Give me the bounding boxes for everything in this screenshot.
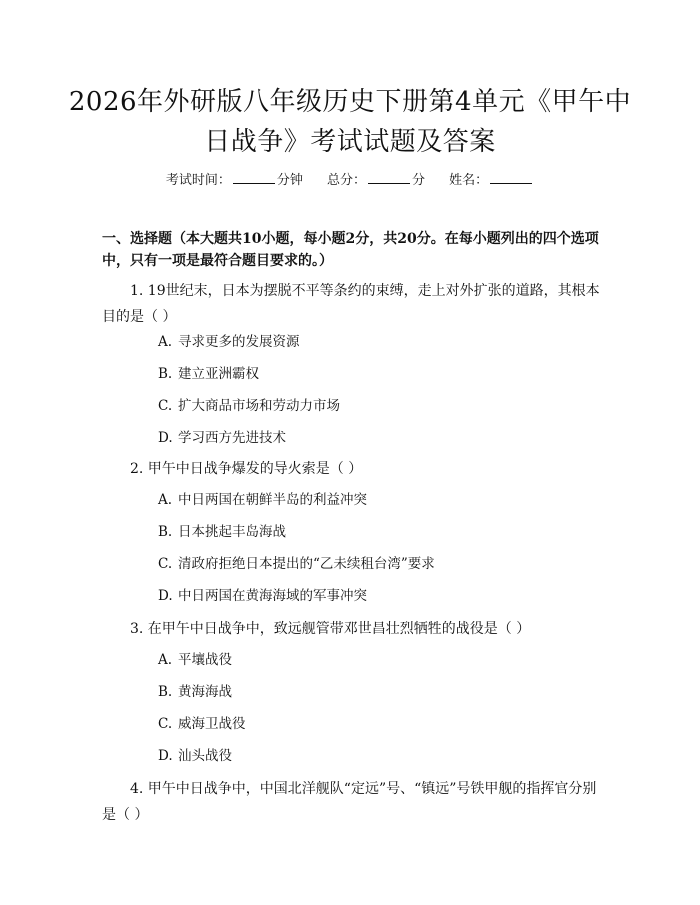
exam-time-unit: 分钟	[276, 173, 303, 188]
section-heading: 一、选择题（本大题共10小题，每小题2分，共20分。在每小题列出的四个选项中，只有一项是最符合题目要求的。）	[102, 231, 599, 269]
option-letter: A.	[158, 652, 173, 668]
question-3-option-b	[158, 682, 598, 702]
question-3	[102, 616, 600, 642]
question-3-option-a	[158, 650, 598, 670]
question-3-option-c	[158, 714, 598, 734]
question-1-option-d	[158, 428, 598, 448]
option-text: 威海卫战役	[178, 716, 246, 732]
student-name	[449, 170, 534, 190]
question-1-option-c	[158, 396, 598, 416]
option-letter: B.	[158, 524, 173, 540]
option-letter: B.	[158, 366, 173, 382]
question-3-option-d	[158, 746, 598, 766]
exam-info-line	[0, 170, 700, 190]
question-1-option-b	[158, 364, 598, 384]
option-text: 日本挑起丰岛海战	[178, 524, 286, 540]
option-letter: D.	[158, 748, 173, 764]
option-text: 平壤战役	[178, 652, 232, 668]
question-2-option-a	[158, 490, 598, 510]
question-2-option-c	[158, 554, 598, 574]
question-2-text: 2. 甲午中日战争爆发的导火索是（ ）	[130, 461, 363, 477]
option-text: 建立亚洲霸权	[178, 366, 259, 382]
total-score	[327, 170, 425, 190]
exam-time-blank	[233, 170, 275, 184]
question-1-option-a	[158, 332, 598, 352]
exam-time-label: 考试时间：	[165, 173, 231, 188]
question-1	[102, 278, 600, 330]
question-3-text: 3. 在甲午中日战争中，致远舰管带邓世昌壮烈牺牲的战役是（ ）	[130, 621, 531, 637]
question-2-option-b	[158, 522, 598, 542]
option-letter: D.	[158, 588, 173, 604]
option-letter: D.	[158, 430, 173, 446]
option-letter: A.	[158, 334, 173, 350]
student-name-blank	[490, 170, 532, 184]
option-text: 学习西方先进技术	[178, 430, 286, 446]
option-letter: C.	[158, 716, 173, 732]
option-letter: A.	[158, 492, 173, 508]
option-text: 寻求更多的发展资源	[178, 334, 300, 350]
option-text: 清政府拒绝日本提出的“乙未续租台湾”要求	[178, 556, 435, 572]
question-2	[102, 456, 600, 482]
exam-time	[166, 170, 303, 190]
student-name-label: 姓名：	[449, 173, 489, 188]
option-letter: B.	[158, 684, 173, 700]
option-text: 黄海海战	[178, 684, 232, 700]
total-score-label: 总分：	[326, 173, 366, 188]
option-letter: C.	[158, 398, 173, 414]
option-text: 中日两国在黄海海域的军事冲突	[178, 588, 367, 604]
option-letter: C.	[158, 556, 173, 572]
question-4	[102, 776, 600, 828]
document-title: 2026年外研版八年级历史下册第4单元《甲午中日战争》考试试题及答案	[68, 87, 632, 157]
option-text: 汕头战役	[178, 748, 232, 764]
question-1-text: 1. 19世纪末，日本为摆脱不平等条约的束缚，走上对外扩张的道路，其根本目的是（ ）	[102, 283, 600, 325]
question-2-option-d	[158, 586, 598, 606]
option-text: 扩大商品市场和劳动力市场	[178, 398, 340, 414]
total-score-unit: 分	[412, 173, 426, 188]
question-4-text: 4. 甲午中日战争中，中国北洋舰队“定远”号、“镇远”号铁甲舰的指挥官分别是（ ）	[102, 781, 597, 823]
option-text: 中日两国在朝鲜半岛的利益冲突	[178, 492, 367, 508]
total-score-blank	[368, 170, 410, 184]
